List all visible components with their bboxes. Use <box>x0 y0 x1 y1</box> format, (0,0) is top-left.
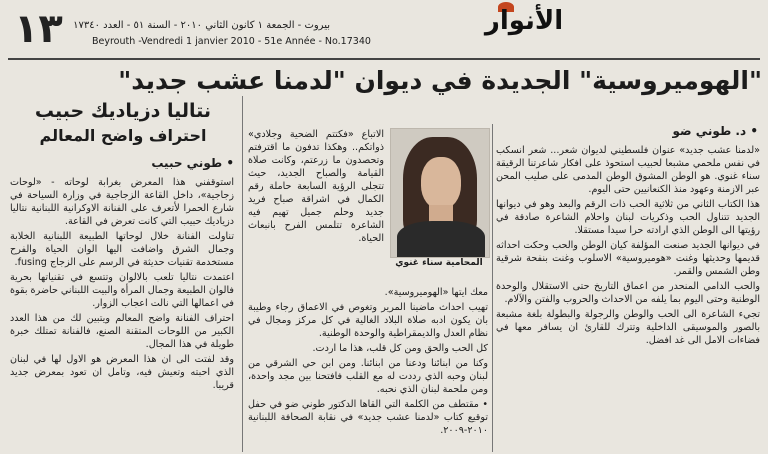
side-headline <box>12 100 234 145</box>
newspaper-logo: الأنوار <box>484 6 564 36</box>
article-paragraph: احتراف الفنانة واضح المعالم ويتبين لك من هذا العدد الكبير من اللوحات المتقنة الصنع، فالفنانة تمتلك خبرة طويلة في هذا المجال. <box>10 313 234 350</box>
main-byline: • د. طوني ضو <box>672 124 758 138</box>
article-paragraph: «لدمنا عشب جديد» عنوان فلسطيني لديوان شعر... شعر انسكب في نفس ملحمي مشبعا لحبيب استحوذ على افكار شاعرتنا الرقيقة سناء غنوي. هو الوطن المشوق الوطن المدمى على صليب المحن عبر الازمنة وعهود منذ الكنعانيين حتى اليوم. <box>496 145 760 195</box>
dateline-french: Beyrouth -Vendredi 1 janvier 2010 - 51e Année - No.17340 <box>92 36 371 47</box>
article-paragraph: استوقفني هذا المعرض بغرابة لوحاته - «لوحات زجاجية»، داخل القاعة الزجاجية في وزارة السياحة في شارع الحمرا لأتعرف على الفنانة الاوكرانية اللبنانية نتاليا دزياديك حبيب التي كانت تعرض في القاعة. <box>10 177 234 227</box>
photo-shoulders <box>397 221 485 258</box>
masthead <box>0 0 768 66</box>
author-photo <box>390 128 490 258</box>
article-paragraph: الاتباع «فكتتم الضحية وجلادي» ذواتكم.. وهكذا تدفون ما اقترفتم وتحصدون ما زرعتم، وكانت صلاة القيامة والصباح الجديد، حيث تتجلى الرؤية السابعة حاملة رقم الكمال في اشراقة صباح فريد جديد وحلم جميل تهيم فيه الشاعرة تتلمس الفرح بانبعاث الحياة. <box>248 129 384 244</box>
photo-face <box>421 157 461 209</box>
side-headline-line2: احتراف واضح المعالم <box>39 126 207 145</box>
middle-column-text <box>248 128 384 270</box>
article-paragraph: • مقتطف من الكلمة التي القاها الدكتور طوني ضو في حفل توقيع كتاب «لدمنا عشب جديد» في نقابة الصحافة اللبنانية ٢٠١٠-٢٠٠٩. <box>248 399 488 436</box>
masthead-rule <box>8 58 760 60</box>
article-paragraph: تجيء الشاعرة الى الحب والوطن والرجولة والبطولة بلغة مشبعة بالصور والموسيقى الداخلية وتترك للقارئ ان يسافر معها في فضاءات الامل الى غد افضل. <box>496 309 760 346</box>
main-headline: "الهوميروسية" الجديدة في ديوان "لدمنا عشب جديد" <box>118 66 762 95</box>
page-number: ١٣ <box>14 6 63 52</box>
side-byline: • طوني حبيب <box>151 156 234 170</box>
article-paragraph: تهيب احداث ماضينا المرير وتغوص في الاعماق رجاء وطيبة بان يكون ادبه صلاة البلاد الغالية في كل مركز ومجال في نظام العدل والديمقراطية والوحدة الوطنية. <box>248 302 488 339</box>
main-article-column <box>496 144 760 450</box>
article-paragraph: اعتمدت نتاليا تلعب بالالوان وتتسع في تقنياتها بحرية فالوان الطبيعة وجمال المرأة والبيت اللبناني حاضرة بقوة في اعمالها التي نالت اعجاب الزوار. <box>10 272 234 309</box>
article-paragraph: معك ايتها «الهوميروسية». <box>384 287 488 298</box>
column-divider <box>492 124 493 452</box>
column-divider <box>242 96 243 452</box>
article-paragraph: وقد لفتت الى ان هذا المعرض هو الاول لها في لبنان الذي احبته وتعيش فيه، وتامل ان تعود بمعرض جديد قريبا. <box>10 354 234 391</box>
dateline-arabic: بيروت - الجمعة ١ كانون الثاني ٢٠١٠ - السنة ٥١ - العدد ١٧٣٤٠ <box>73 20 330 31</box>
middle-lower-column <box>248 286 488 450</box>
photo-caption: المحامية سناء غنوي <box>395 258 483 268</box>
article-paragraph: هذا الكتاب الثاني من ثلاثية الحب ذات الرقم والبعد وهو في ديوانها الجديد تتناول الحب وذكريات لبنان واحلام الشاعرة صادقة في رؤيتها الى الوطن الذي ارادته حرا سيدا مستقلا. <box>496 199 760 236</box>
side-headline-line1: نتاليا دزياديك حبيب <box>34 100 212 122</box>
article-paragraph: تناولت الفنانة خلال لوحاتها الطبيعة اللبنانية الخلابة وجمال الشرق واضافت اليها الوان الحياة والفرح مستخدمة تقنيات حديثة في الرسم على الزجاج fusing. <box>10 231 234 268</box>
side-article-column <box>10 176 234 450</box>
article-paragraph: وكنا من ابنائنا ودعنا من ابنائنا. ومن ابن حي الشرقي من لبنان وحبه الذي رددت له مع القلب فافتحنا بين مجد واحدة، ومن ملحمة لبنان الذي نحبه. <box>248 358 488 395</box>
article-paragraph: كل الحب والحق ومن كل قلب، هذا ما اردت. <box>312 343 488 354</box>
article-paragraph: والحب الدامي المنحدر من اعماق التاريخ حتى الاستقلال والوحدة الوطنية وحتى اليوم بما يلفه من الاحداث والحروب والفتن والآلام. <box>496 281 760 305</box>
article-paragraph: في ديوانها الجديد صنعت المؤلفة كيان الوطن والحب وحكت احداثه قديمها وحديثها وغنت «هوميروسية» الاسلوب وغنت بنفحة شرقية وطن الشمس والقمر. <box>496 240 760 277</box>
